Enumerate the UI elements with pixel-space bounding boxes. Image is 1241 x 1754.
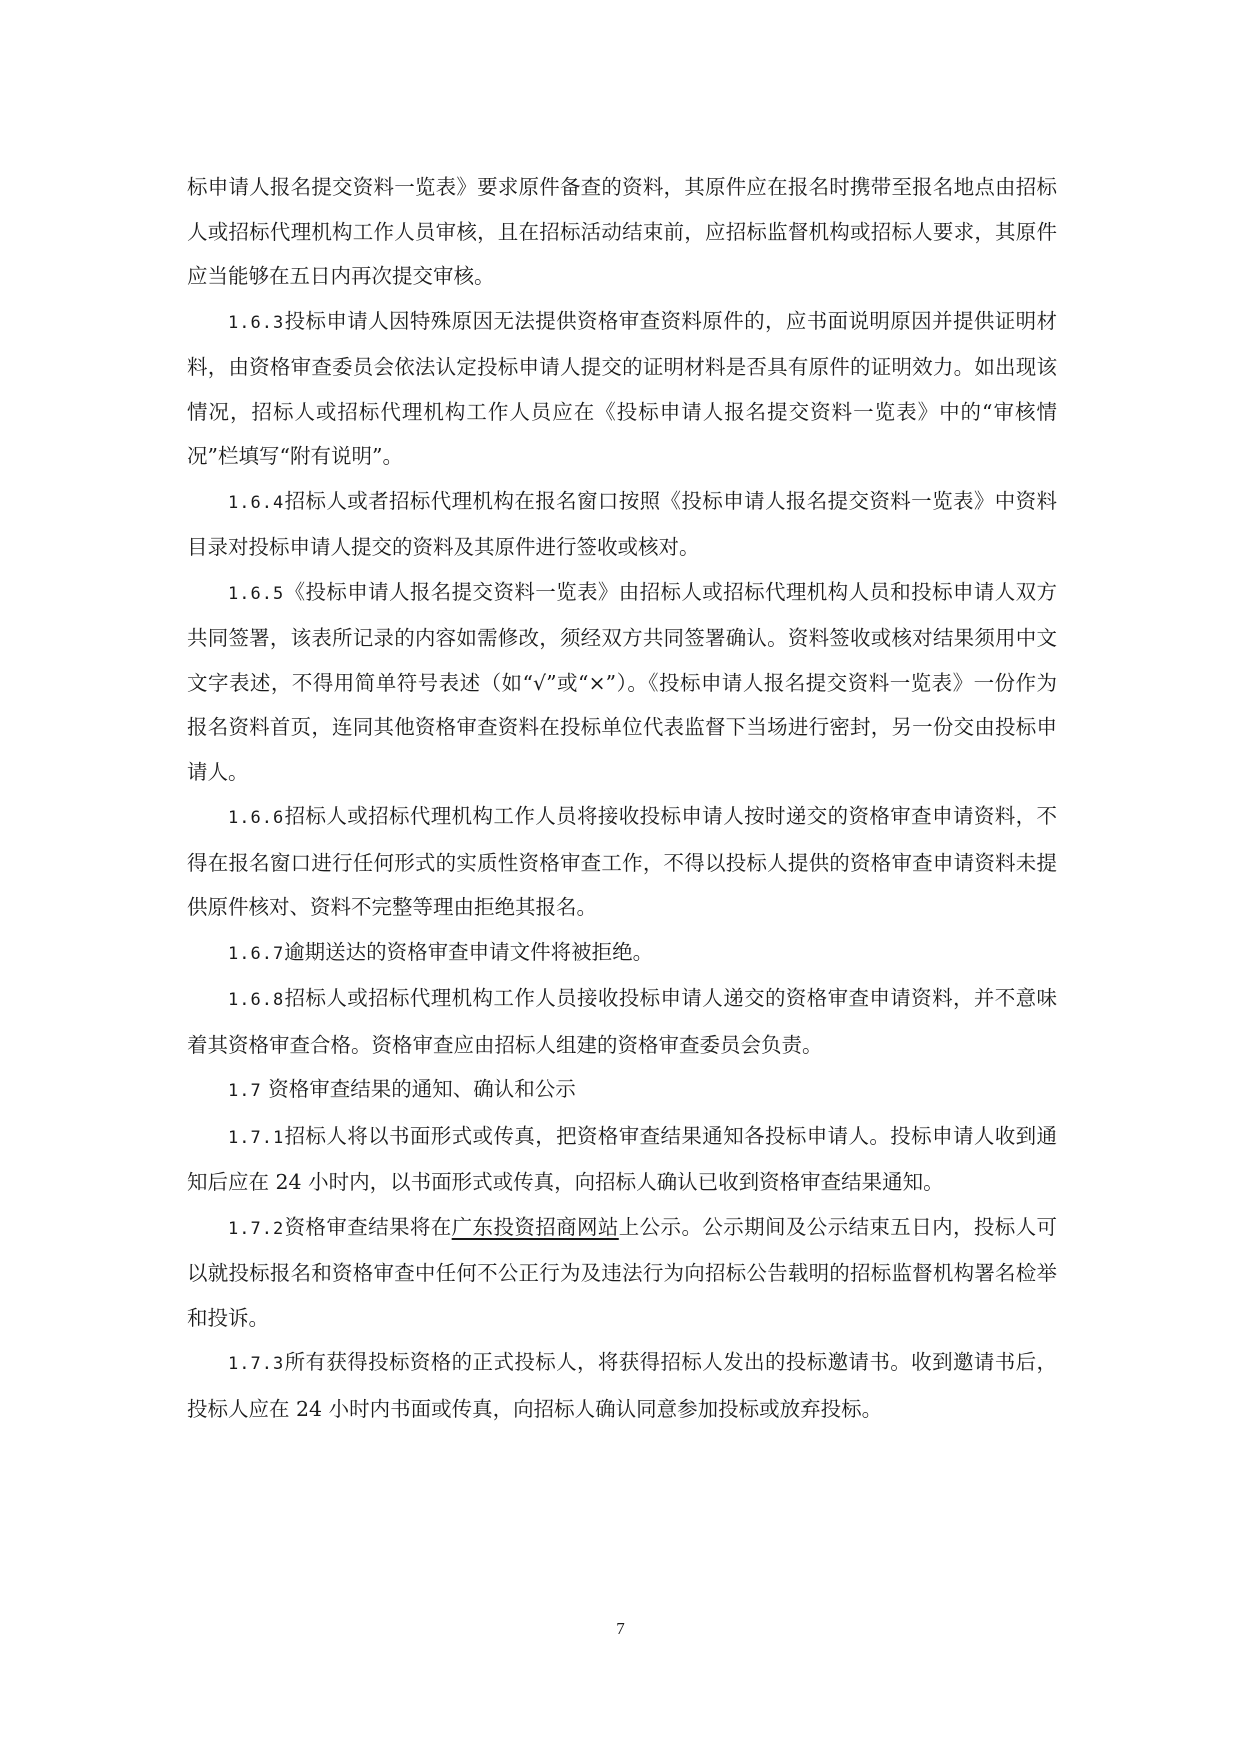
paragraph-1-6-4 bbox=[187, 479, 1057, 570]
page-number: 7 bbox=[616, 1619, 625, 1638]
section-number: 1.7.2 bbox=[228, 1218, 285, 1239]
website-name-link[interactable]: 广东投资招商网站 bbox=[451, 1214, 619, 1239]
paragraph-text: 标申请人报名提交资料一览表》要求原件备查的资料，其原件应在报名时携带至报名地点由招标人或招标代理机构工作人员审核，且在招标活动结束前，应招标监督机构或招标人要求，其原件应当能够在五日内再次提交审核。 bbox=[187, 175, 1057, 288]
section-number: 1.6.3 bbox=[228, 312, 285, 333]
section-number: 1.7 bbox=[228, 1081, 262, 1101]
paragraph-text: 上公示。公示期间及公示结束五日内，投标人可以就投标报名和资格审查中任何不公正行为及违法行为向招标公告载明的招标监督机构署名检举和投诉。 bbox=[187, 1214, 1058, 1330]
paragraph-text: 招标人或者招标代理机构在报名窗口按照《投标申请人报名提交资料一览表》中资料目录对投标申请人提交的资料及其原件进行签收或核对。 bbox=[187, 488, 1057, 559]
section-number: 1.7.3 bbox=[228, 1354, 285, 1374]
paragraph-1-7-2 bbox=[187, 1205, 1057, 1341]
paragraph-text: 招标人或招标代理机构工作人员将接收投标申请人按时递交的资格审查申请资料，不得在报名窗口进行任何形式的实质性资格审查工作，不得以投标人提供的资格审查申请资料未提供原件核对、资料不完整等理由拒绝其报名。 bbox=[187, 804, 1057, 919]
paragraph-1-6-8 bbox=[187, 976, 1057, 1067]
paragraph-1-6-7 bbox=[187, 930, 1057, 977]
paragraph-1-6-5 bbox=[187, 570, 1057, 795]
section-number: 1.6.7 bbox=[228, 943, 285, 964]
section-number: 1.6.6 bbox=[228, 808, 285, 828]
section-number: 1.6.4 bbox=[228, 492, 285, 513]
paragraph-text: 《投标申请人报名提交资料一览表》由招标人或招标代理机构人员和投标申请人双方共同签署，该表所记录的内容如需修改，须经双方共同签署确认。资料签收或核对结果须用中文文字表述，不得用简单符号表述（如“√”或“×”）。《投标申请人报名提交资料一览表》一份作为报名资料首页，连同其他资格审查资料在投标单位代表监督下当场进行密封，另一份交由投标申请人。 bbox=[187, 579, 1057, 784]
paragraph-text: 逾期送达的资格审查申请文件将被拒绝。 bbox=[284, 939, 654, 964]
body-text bbox=[187, 165, 1057, 1431]
paragraph-1-7-1 bbox=[187, 1114, 1057, 1205]
paragraph-text: 投标申请人因特殊原因无法提供资格审查资料原件的，应书面说明原因并提供证明材料，由资格审查委员会依法认定投标申请人提交的证明材料是否具有原件的证明效力。如出现该情况，招标人或招标代理机构工作人员应在《投标申请人报名提交资料一览表》中的“审核情况”栏填写“附有说明”。 bbox=[187, 308, 1057, 468]
section-number: 1.6.8 bbox=[228, 990, 285, 1010]
paragraph-text: 资格审查结果将在 bbox=[284, 1214, 452, 1239]
paragraph-1-7-3 bbox=[187, 1340, 1057, 1431]
paragraph-text: 所有获得投标资格的正式投标人，将获得招标人发出的投标邀请书。收到邀请书后，投标人应在 24 小时内书面或传真，向招标人确认同意参加投标或放弃投标。 bbox=[187, 1350, 1057, 1421]
paragraph-text: 招标人将以书面形式或传真，把资格审查结果通知各投标申请人。投标申请人收到通知后应在 24 小时内，以书面形式或传真，向招标人确认已收到资格审查结果通知。 bbox=[187, 1123, 1057, 1194]
section-heading-text: 资格审查结果的通知、确认和公示 bbox=[268, 1077, 576, 1101]
paragraph-text: 招标人或招标代理机构工作人员接收投标申请人递交的资格审查申请资料，并不意味着其资格审查合格。资格审查应由招标人组建的资格审查委员会负责。 bbox=[187, 986, 1057, 1057]
paragraph-1-6-6 bbox=[187, 794, 1057, 930]
section-heading-1-7 bbox=[187, 1067, 1057, 1114]
section-number: 1.6.5 bbox=[228, 583, 285, 604]
paragraph-continuation bbox=[187, 165, 1057, 299]
section-number: 1.7.1 bbox=[228, 1127, 285, 1148]
paragraph-1-6-3 bbox=[187, 299, 1057, 479]
